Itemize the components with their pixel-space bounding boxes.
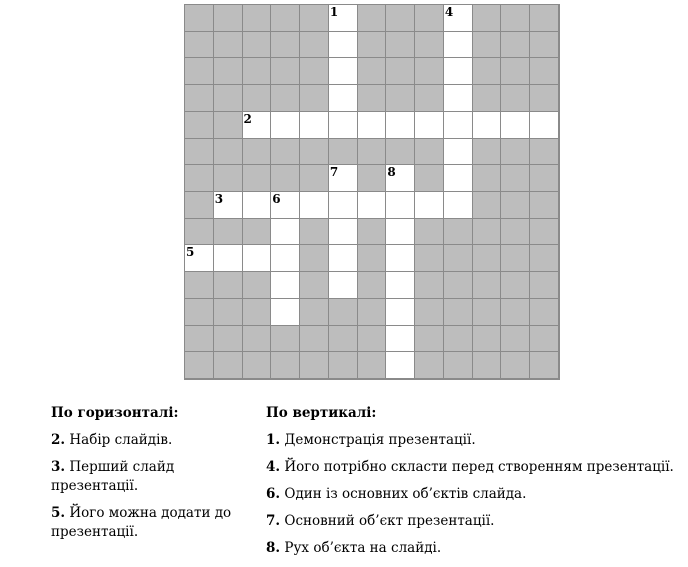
blocked-cell	[185, 352, 214, 379]
blocked-cell	[473, 5, 502, 32]
blocked-cell	[329, 352, 358, 379]
answer-cell[interactable]	[329, 165, 358, 192]
blocked-cell	[214, 85, 243, 112]
blocked-cell	[214, 272, 243, 299]
clue-number: 3	[214, 191, 224, 206]
blocked-cell	[358, 326, 387, 353]
blocked-cell	[243, 58, 272, 85]
answer-cell[interactable]	[243, 192, 272, 219]
blocked-cell	[386, 58, 415, 85]
blocked-cell	[214, 326, 243, 353]
blocked-cell	[530, 219, 559, 246]
blocked-cell	[243, 219, 272, 246]
blocked-cell	[185, 5, 214, 32]
blocked-cell	[300, 219, 329, 246]
answer-cell[interactable]	[271, 299, 300, 326]
answer-cell[interactable]	[214, 245, 243, 272]
answer-cell[interactable]	[444, 5, 473, 32]
blocked-cell	[300, 272, 329, 299]
down-heading: По вертикалі:	[266, 405, 377, 421]
answer-cell[interactable]	[473, 112, 502, 139]
answer-cell[interactable]	[444, 139, 473, 166]
blocked-cell	[243, 139, 272, 166]
blocked-cell	[530, 245, 559, 272]
blocked-cell	[243, 32, 272, 59]
answer-cell[interactable]	[386, 245, 415, 272]
answer-cell[interactable]	[243, 112, 272, 139]
blocked-cell	[473, 58, 502, 85]
answer-cell[interactable]	[214, 192, 243, 219]
blocked-cell	[473, 192, 502, 219]
answer-cell[interactable]	[329, 192, 358, 219]
answer-cell[interactable]	[358, 112, 387, 139]
blocked-cell	[358, 219, 387, 246]
blocked-cell	[271, 85, 300, 112]
blocked-cell	[185, 192, 214, 219]
clue-number: 6	[272, 191, 281, 206]
answer-cell[interactable]	[185, 245, 214, 272]
blocked-cell	[386, 85, 415, 112]
blocked-cell	[300, 326, 329, 353]
blocked-cell	[185, 272, 214, 299]
answer-cell[interactable]	[271, 245, 300, 272]
answer-cell[interactable]	[271, 192, 300, 219]
blocked-cell	[415, 219, 444, 246]
blocked-cell	[501, 139, 530, 166]
blocked-cell	[444, 245, 473, 272]
blocked-cell	[415, 85, 444, 112]
blocked-cell	[473, 85, 502, 112]
blocked-cell	[300, 352, 329, 379]
clue-number: 7	[329, 165, 339, 180]
answer-cell[interactable]	[444, 32, 473, 59]
answer-cell[interactable]	[444, 192, 473, 219]
answer-cell[interactable]	[386, 352, 415, 379]
answer-cell[interactable]	[271, 112, 300, 139]
blocked-cell	[501, 326, 530, 353]
blocked-cell	[444, 272, 473, 299]
blocked-cell	[501, 5, 530, 32]
blocked-cell	[530, 326, 559, 353]
blocked-cell	[243, 299, 272, 326]
blocked-cell	[501, 165, 530, 192]
answer-cell[interactable]	[329, 112, 358, 139]
blocked-cell	[415, 32, 444, 59]
blocked-cell	[473, 139, 502, 166]
down-clue-7: 7. Основний об’єкт презентації.	[266, 513, 495, 529]
answer-cell[interactable]	[271, 272, 300, 299]
answer-cell[interactable]	[329, 5, 358, 32]
blocked-cell	[300, 32, 329, 59]
blocked-cell	[214, 165, 243, 192]
clue-number: 2	[243, 111, 252, 126]
blocked-cell	[530, 165, 559, 192]
blocked-cell	[415, 58, 444, 85]
blocked-cell	[185, 326, 214, 353]
answer-cell[interactable]	[329, 32, 358, 59]
across-clue-2: 2. Набір слайдів.	[51, 432, 173, 448]
blocked-cell	[243, 85, 272, 112]
blocked-cell	[358, 139, 387, 166]
blocked-cell	[473, 326, 502, 353]
blocked-cell	[530, 299, 559, 326]
blocked-cell	[271, 58, 300, 85]
blocked-cell	[501, 299, 530, 326]
blocked-cell	[271, 326, 300, 353]
blocked-cell	[386, 5, 415, 32]
blocked-cell	[358, 85, 387, 112]
blocked-cell	[415, 352, 444, 379]
answer-cell[interactable]	[444, 165, 473, 192]
blocked-cell	[501, 219, 530, 246]
answer-cell[interactable]	[300, 112, 329, 139]
blocked-cell	[444, 352, 473, 379]
blocked-cell	[271, 139, 300, 166]
answer-cell[interactable]	[444, 85, 473, 112]
blocked-cell	[271, 32, 300, 59]
across-clue-3: 3. Перший слайд презентації.	[51, 459, 175, 494]
blocked-cell	[473, 219, 502, 246]
blocked-cell	[329, 326, 358, 353]
blocked-cell	[501, 192, 530, 219]
blocked-cell	[243, 326, 272, 353]
blocked-cell	[358, 245, 387, 272]
blocked-cell	[358, 165, 387, 192]
answer-cell[interactable]	[386, 299, 415, 326]
blocked-cell	[501, 58, 530, 85]
blocked-cell	[501, 245, 530, 272]
blocked-cell	[214, 5, 243, 32]
answer-cell[interactable]	[329, 85, 358, 112]
across-clues	[51, 404, 251, 550]
blocked-cell	[473, 299, 502, 326]
down-clue-6: 6. Один із основних об’єктів слайда.	[266, 486, 527, 502]
blocked-cell	[358, 299, 387, 326]
blocked-cell	[530, 192, 559, 219]
blocked-cell	[329, 299, 358, 326]
blocked-cell	[386, 32, 415, 59]
blocked-cell	[271, 165, 300, 192]
blocked-cell	[329, 139, 358, 166]
blocked-cell	[300, 58, 329, 85]
blocked-cell	[444, 219, 473, 246]
blocked-cell	[214, 299, 243, 326]
answer-cell[interactable]	[386, 112, 415, 139]
blocked-cell	[473, 352, 502, 379]
blocked-cell	[358, 352, 387, 379]
blocked-cell	[185, 165, 214, 192]
blocked-cell	[243, 352, 272, 379]
answer-cell[interactable]	[530, 112, 559, 139]
blocked-cell	[243, 272, 272, 299]
blocked-cell	[300, 245, 329, 272]
clue-number: 5	[186, 245, 195, 260]
blocked-cell	[300, 165, 329, 192]
blocked-cell	[271, 352, 300, 379]
blocked-cell	[530, 58, 559, 85]
answer-cell[interactable]	[329, 272, 358, 299]
blocked-cell	[415, 5, 444, 32]
blocked-cell	[185, 85, 214, 112]
blocked-cell	[501, 85, 530, 112]
clue-number: 8	[387, 165, 396, 180]
blocked-cell	[444, 299, 473, 326]
blocked-cell	[415, 165, 444, 192]
answer-cell[interactable]	[358, 192, 387, 219]
across-clue-5: 5. Його можна додати до презентації.	[51, 505, 232, 540]
blocked-cell	[185, 299, 214, 326]
blocked-cell	[185, 112, 214, 139]
blocked-cell	[415, 139, 444, 166]
answer-cell[interactable]	[386, 219, 415, 246]
blocked-cell	[415, 299, 444, 326]
blocked-cell	[214, 139, 243, 166]
answer-cell[interactable]	[386, 192, 415, 219]
clue-number: 4	[444, 5, 454, 19]
blocked-cell	[473, 272, 502, 299]
down-clue-1: 1. Демонстрація презентації.	[266, 432, 476, 448]
blocked-cell	[530, 352, 559, 379]
down-clue-4: 4. Його потрібно скласти перед створенням презентації.	[266, 459, 674, 475]
blocked-cell	[300, 5, 329, 32]
answer-cell[interactable]	[415, 112, 444, 139]
blocked-cell	[358, 272, 387, 299]
answer-cell[interactable]	[386, 326, 415, 353]
answer-cell[interactable]	[271, 219, 300, 246]
blocked-cell	[214, 352, 243, 379]
answer-cell[interactable]	[386, 165, 415, 192]
blocked-cell	[185, 58, 214, 85]
blocked-cell	[530, 139, 559, 166]
blocked-cell	[243, 165, 272, 192]
answer-cell[interactable]	[300, 192, 329, 219]
blocked-cell	[243, 5, 272, 32]
blocked-cell	[473, 165, 502, 192]
down-clues	[266, 404, 686, 566]
answer-cell[interactable]	[386, 272, 415, 299]
blocked-cell	[358, 5, 387, 32]
blocked-cell	[501, 272, 530, 299]
blocked-cell	[185, 32, 214, 59]
blocked-cell	[473, 32, 502, 59]
answer-cell[interactable]	[415, 192, 444, 219]
answer-cell[interactable]	[501, 112, 530, 139]
answer-cell[interactable]	[444, 112, 473, 139]
blocked-cell	[271, 5, 300, 32]
blocked-cell	[300, 85, 329, 112]
blocked-cell	[530, 5, 559, 32]
blocked-cell	[185, 139, 214, 166]
blocked-cell	[214, 219, 243, 246]
blocked-cell	[530, 32, 559, 59]
answer-cell[interactable]	[329, 219, 358, 246]
down-clue-8: 8. Рух об’єкта на слайді.	[266, 540, 442, 556]
blocked-cell	[300, 139, 329, 166]
crossword-grid	[184, 4, 560, 380]
answer-cell[interactable]	[243, 245, 272, 272]
blocked-cell	[530, 85, 559, 112]
blocked-cell	[444, 326, 473, 353]
blocked-cell	[358, 32, 387, 59]
blocked-cell	[386, 139, 415, 166]
answer-cell[interactable]	[444, 58, 473, 85]
blocked-cell	[530, 272, 559, 299]
blocked-cell	[185, 219, 214, 246]
blocked-cell	[501, 32, 530, 59]
blocked-cell	[473, 245, 502, 272]
blocked-cell	[214, 58, 243, 85]
blocked-cell	[300, 299, 329, 326]
blocked-cell	[501, 352, 530, 379]
answer-cell[interactable]	[329, 58, 358, 85]
blocked-cell	[415, 326, 444, 353]
answer-cell[interactable]	[329, 245, 358, 272]
clue-number: 1	[329, 5, 339, 19]
across-heading: По горизонталі:	[51, 405, 179, 421]
blocked-cell	[415, 272, 444, 299]
blocked-cell	[214, 32, 243, 59]
blocked-cell	[415, 245, 444, 272]
blocked-cell	[214, 112, 243, 139]
blocked-cell	[358, 58, 387, 85]
